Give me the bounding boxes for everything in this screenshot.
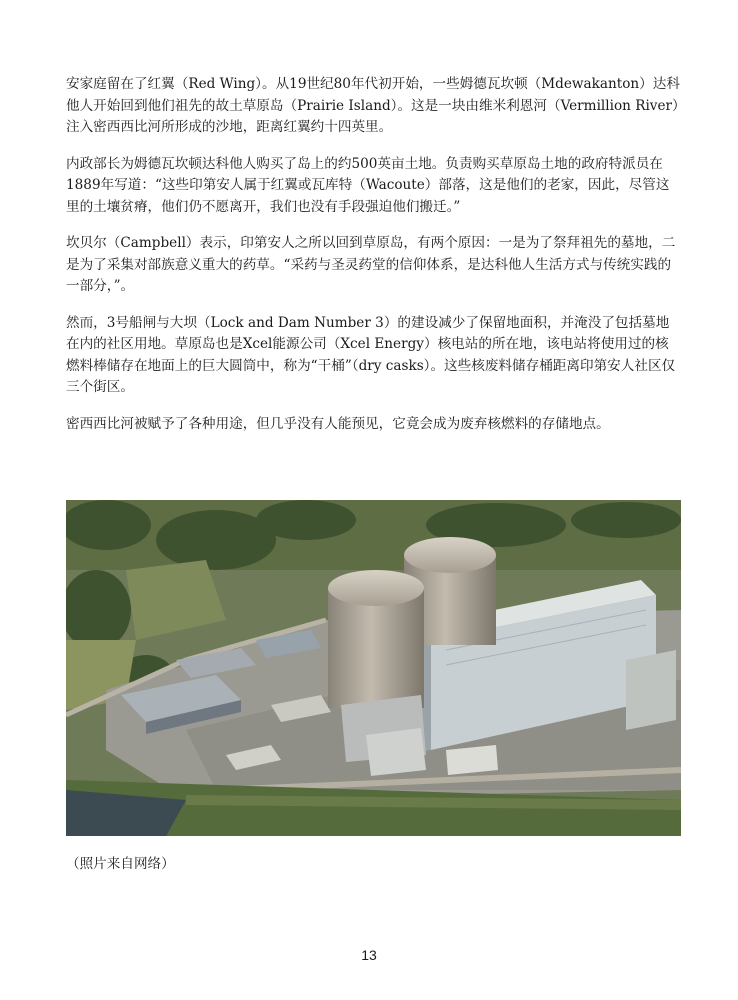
- paragraph-2: 内政部长为姆德瓦坎顿达科他人购买了岛上的约500英亩土地。负责购买草原岛土地的政府特派员在1889年写道：“这些印第安人属于红翼或瓦库特（Wacoute）部落，这是他们的老家，因此，尽管这里的土壤贫瘠，他们仍不愿离开，我们也没有手段强迫他们搬迁。”: [66, 155, 670, 215]
- body-text: [66, 74, 681, 450]
- page-number: 13: [361, 947, 377, 963]
- paragraph-4: 然而，3号船闸与大坝（Lock and Dam Number 3）的建设减少了保留地面积，并淹没了包括墓地在内的社区用地。草原岛也是Xcel能源公司（Xcel Energy）核电站的所在地，该电站将使用过的核燃料棒储存在地面上的巨大圆筒中，称为“干桶”（dry casks）。这些核废料储存桶距离印第安人社区仅三个街区。: [66, 314, 676, 395]
- nuclear-plant-photo: [66, 500, 681, 836]
- paragraph-1: 安家庭留在了红翼（Red Wing）。从19世纪80年代初开始，一些姆德瓦坎顿（Mdewakanton）达科他人开始回到他们祖先的故土草原岛（Prairie Island）。这是一块由维米利恩河（Vermillion River）注入密西西比河所形成的沙地，距离红翼约十四英里。: [66, 76, 680, 135]
- paragraph-3: 坎贝尔（Campbell）表示，印第安人之所以回到草原岛，有两个原因：一是为了祭拜祖先的墓地，二是为了采集对部族意义重大的药草。“采药与圣灵药堂的信仰体系，是达科他人生活方式与传统实践的一部分，”。: [66, 235, 676, 294]
- paragraph-5: 密西西比河被赋予了各种用途，但几乎没有人能预见，它竟会成为废弃核燃料的存储地点。: [66, 415, 610, 432]
- photo-caption: （照片来自网络）: [66, 856, 175, 872]
